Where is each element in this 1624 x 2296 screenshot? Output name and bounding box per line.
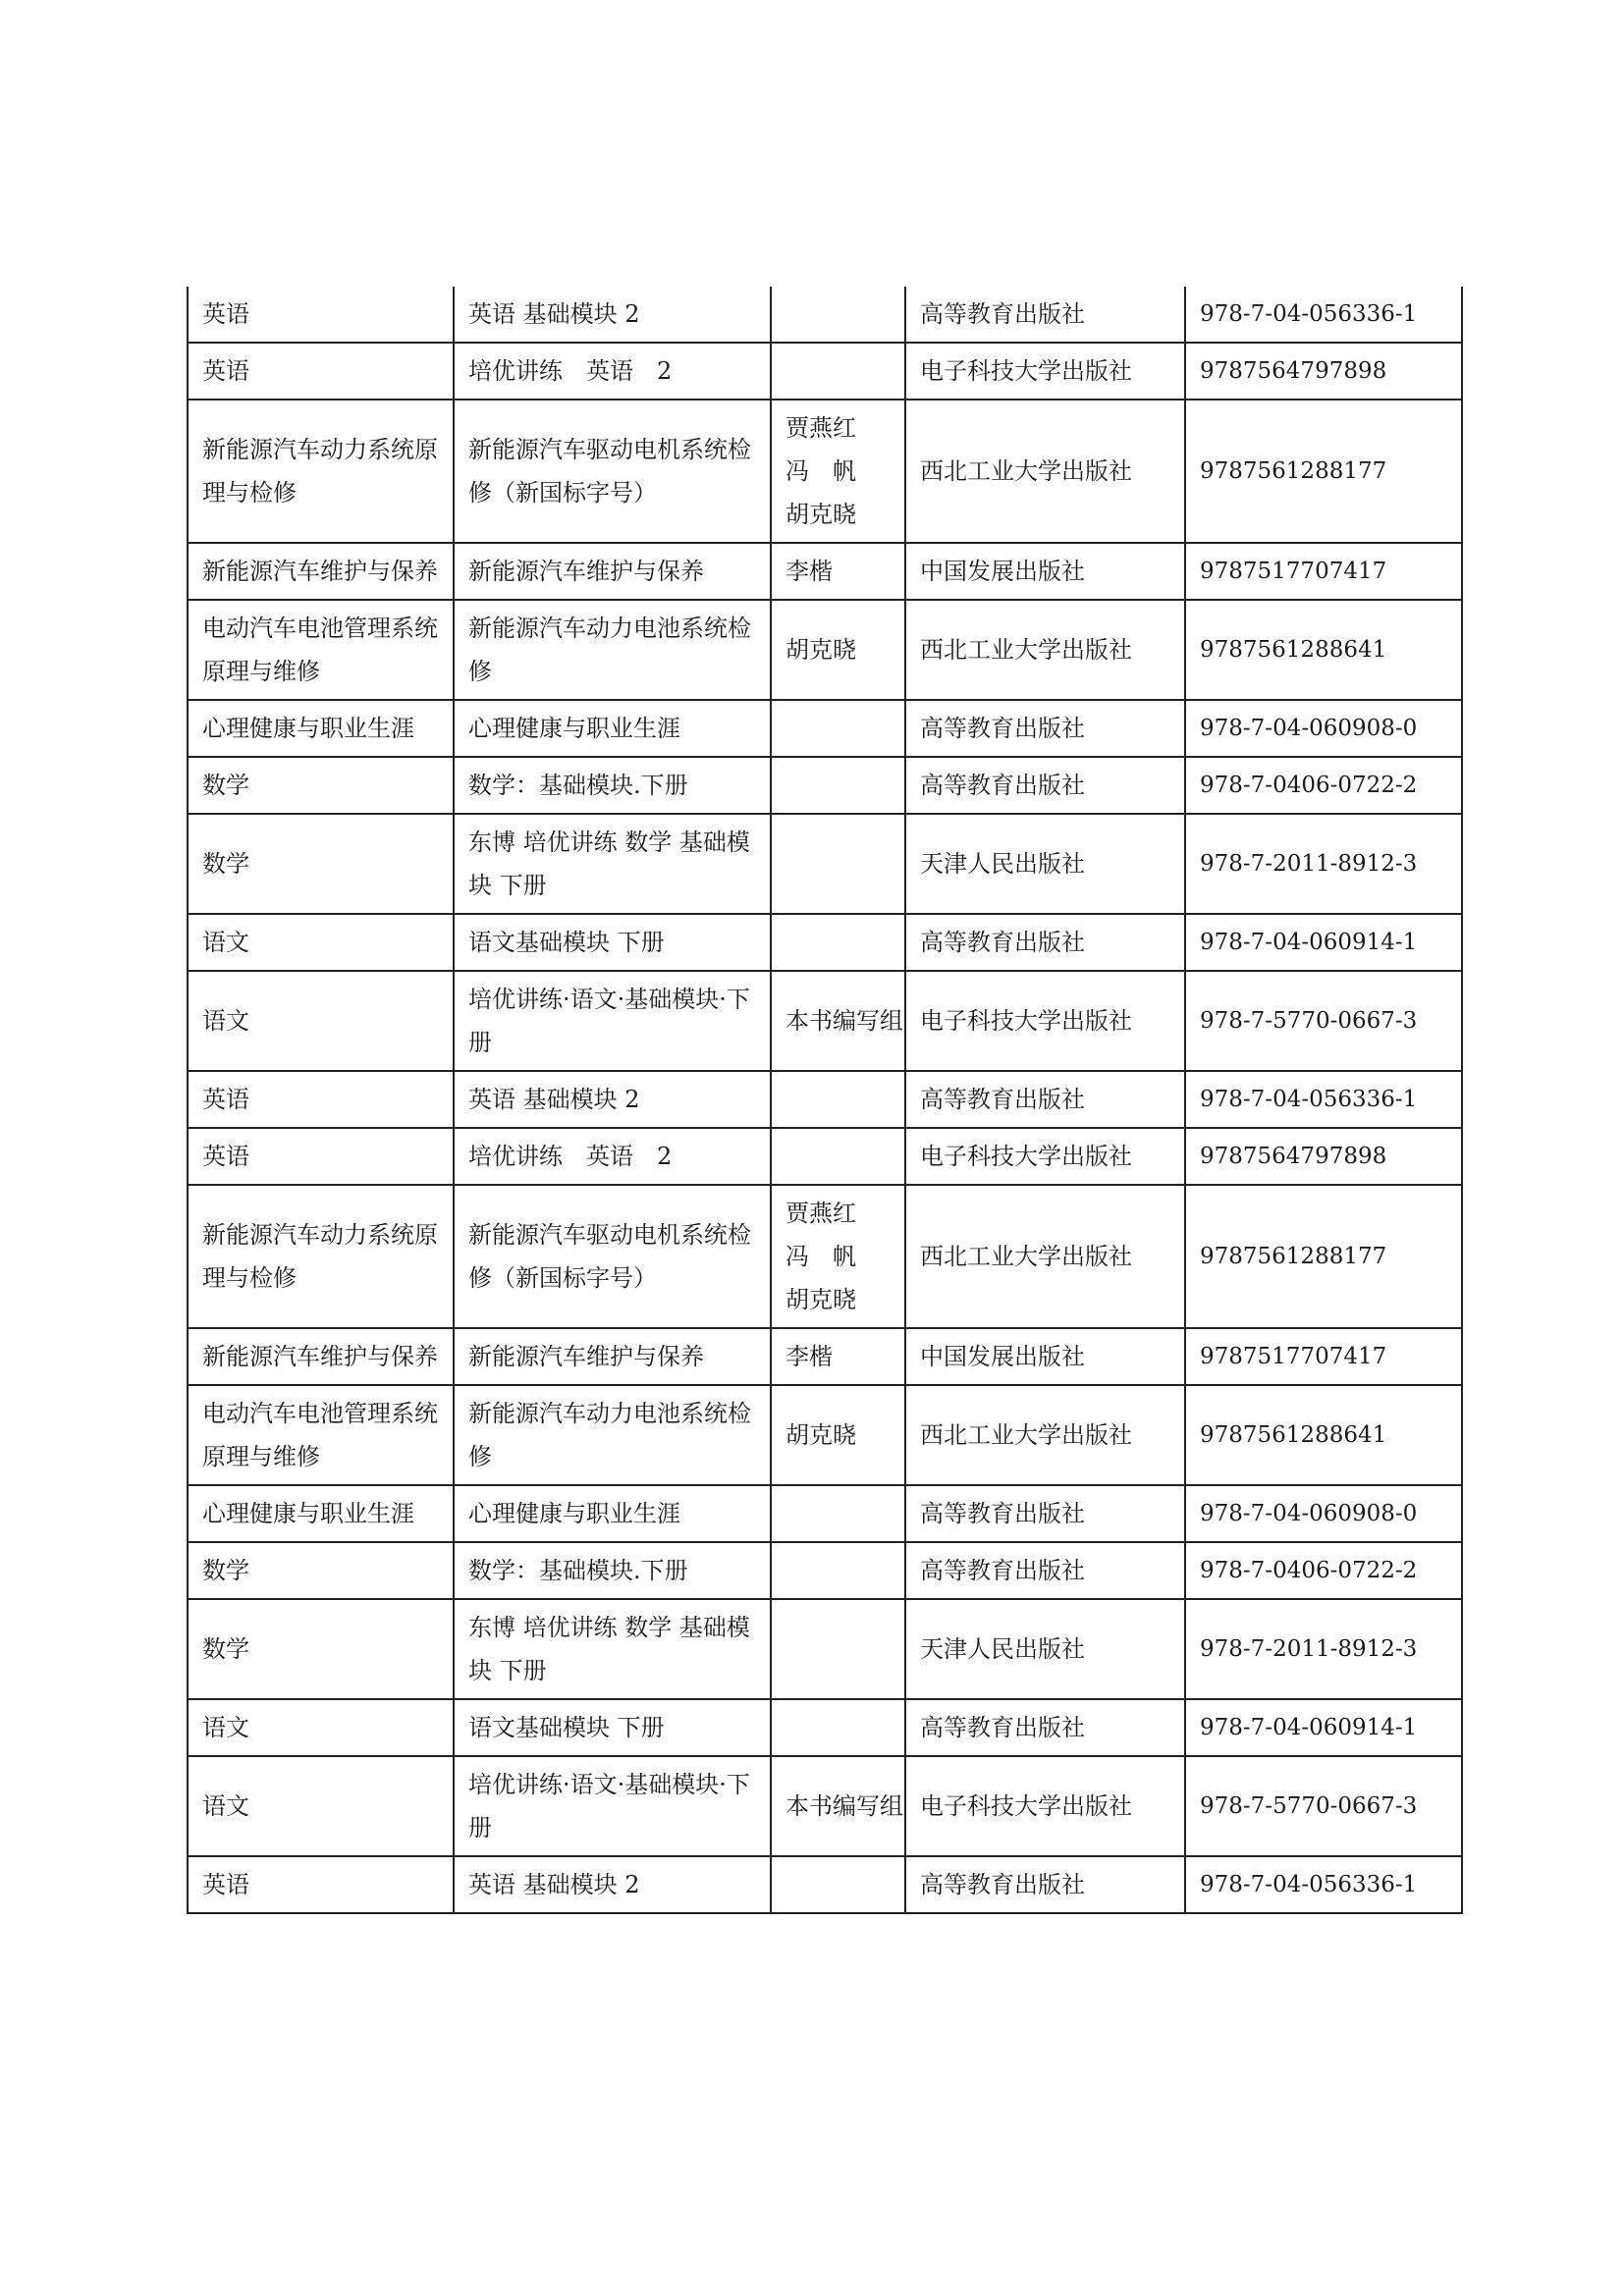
publisher-cell: 高等教育出版社 <box>905 1071 1185 1128</box>
textbook-title-cell: 语文基础模块 下册 <box>454 1699 771 1756</box>
textbook-title-cell: 心理健康与职业生涯 <box>454 700 771 757</box>
table-row <box>188 1128 1462 1185</box>
textbook-title-cell: 数学：基础模块.下册 <box>454 1542 771 1599</box>
textbook-title-cell: 培优讲练 英语 2 <box>454 343 771 400</box>
author-cell <box>771 1699 905 1756</box>
publisher-cell: 电子科技大学出版社 <box>905 971 1185 1071</box>
course-cell: 英语 <box>188 1128 454 1185</box>
course-cell: 语文 <box>188 971 454 1071</box>
publisher-cell: 天津人民出版社 <box>905 1599 1185 1699</box>
author-cell <box>771 1071 905 1128</box>
textbook-title-cell: 新能源汽车动力电池系统检修 <box>454 600 771 700</box>
table-row <box>188 1328 1462 1385</box>
author-cell <box>771 343 905 400</box>
isbn-cell: 9787561288177 <box>1185 1185 1462 1328</box>
author-name: 胡克晓 <box>785 501 856 528</box>
textbook-title-cell: 新能源汽车动力电池系统检修 <box>454 1385 771 1485</box>
publisher-cell: 高等教育出版社 <box>905 757 1185 814</box>
table-row <box>188 1542 1462 1599</box>
author-name: 胡克晓 <box>785 636 856 664</box>
publisher-cell: 中国发展出版社 <box>905 543 1185 600</box>
course-cell: 新能源汽车维护与保养 <box>188 1328 454 1385</box>
course-cell: 新能源汽车维护与保养 <box>188 543 454 600</box>
author-cell <box>771 1756 905 1856</box>
isbn-cell: 978-7-04-056336-1 <box>1185 1071 1462 1128</box>
author-cell <box>771 543 905 600</box>
author-cell <box>771 1328 905 1385</box>
author-name: 胡克晓 <box>785 1421 856 1449</box>
textbook-table-body <box>188 287 1462 1913</box>
course-cell: 数学 <box>188 814 454 914</box>
course-cell: 英语 <box>188 343 454 400</box>
textbook-title-cell: 东博 培优讲练 数学 基础模块 下册 <box>454 814 771 914</box>
course-cell: 电动汽车电池管理系统原理与维修 <box>188 1385 454 1485</box>
author-cell <box>771 1599 905 1699</box>
author-cell <box>771 1185 905 1328</box>
table-row <box>188 914 1462 971</box>
author-cell <box>771 814 905 914</box>
author-name: 胡克晓 <box>785 1286 856 1313</box>
author-cell <box>771 400 905 543</box>
table-row <box>188 600 1462 700</box>
publisher-cell: 高等教育出版社 <box>905 914 1185 971</box>
publisher-cell: 西北工业大学出版社 <box>905 1185 1185 1328</box>
course-cell: 数学 <box>188 757 454 814</box>
isbn-cell: 9787561288177 <box>1185 400 1462 543</box>
publisher-cell: 高等教育出版社 <box>905 1542 1185 1599</box>
author-cell <box>771 287 905 343</box>
table-row <box>188 1856 1462 1913</box>
isbn-cell: 9787564797898 <box>1185 343 1462 400</box>
isbn-cell: 978-7-5770-0667-3 <box>1185 1756 1462 1856</box>
author-cell <box>771 914 905 971</box>
table-row <box>188 1185 1462 1328</box>
textbook-title-cell: 数学：基础模块.下册 <box>454 757 771 814</box>
textbook-title-cell: 培优讲练 英语 2 <box>454 1128 771 1185</box>
textbook-title-cell: 东博 培优讲练 数学 基础模块 下册 <box>454 1599 771 1699</box>
publisher-cell: 电子科技大学出版社 <box>905 343 1185 400</box>
publisher-cell: 高等教育出版社 <box>905 1699 1185 1756</box>
publisher-cell: 高等教育出版社 <box>905 1485 1185 1542</box>
textbook-title-cell: 培优讲练·语文·基础模块·下册 <box>454 971 771 1071</box>
course-cell: 英语 <box>188 287 454 343</box>
isbn-cell: 978-7-2011-8912-3 <box>1185 814 1462 914</box>
table-row <box>188 287 1462 343</box>
isbn-cell: 978-7-04-060914-1 <box>1185 1699 1462 1756</box>
table-row <box>188 814 1462 914</box>
author-cell <box>771 600 905 700</box>
isbn-cell: 9787517707417 <box>1185 1328 1462 1385</box>
isbn-cell: 978-7-04-056336-1 <box>1185 1856 1462 1913</box>
table-row <box>188 1385 1462 1485</box>
author-cell <box>771 1485 905 1542</box>
table-row <box>188 343 1462 400</box>
course-cell: 新能源汽车动力系统原理与检修 <box>188 1185 454 1328</box>
table-row <box>188 1599 1462 1699</box>
isbn-cell: 9787564797898 <box>1185 1128 1462 1185</box>
isbn-cell: 978-7-04-060908-0 <box>1185 1485 1462 1542</box>
publisher-cell: 西北工业大学出版社 <box>905 400 1185 543</box>
author-name: 冯 帆 <box>785 457 856 485</box>
table-row <box>188 543 1462 600</box>
author-name: 本书编写组 <box>785 1007 903 1035</box>
textbook-title-cell: 培优讲练·语文·基础模块·下册 <box>454 1756 771 1856</box>
publisher-cell: 天津人民出版社 <box>905 814 1185 914</box>
course-cell: 电动汽车电池管理系统原理与维修 <box>188 600 454 700</box>
course-cell: 语文 <box>188 914 454 971</box>
publisher-cell: 西北工业大学出版社 <box>905 600 1185 700</box>
isbn-cell: 9787561288641 <box>1185 600 1462 700</box>
author-cell <box>771 971 905 1071</box>
textbook-title-cell: 新能源汽车维护与保养 <box>454 1328 771 1385</box>
author-cell <box>771 1856 905 1913</box>
author-name: 贾燕红 <box>785 1200 856 1227</box>
author-cell <box>771 1128 905 1185</box>
publisher-cell: 高等教育出版社 <box>905 1856 1185 1913</box>
table-row <box>188 400 1462 543</box>
table-row <box>188 1071 1462 1128</box>
course-cell: 英语 <box>188 1071 454 1128</box>
course-cell: 英语 <box>188 1856 454 1913</box>
isbn-cell: 9787561288641 <box>1185 1385 1462 1485</box>
table-row <box>188 971 1462 1071</box>
table-row <box>188 1699 1462 1756</box>
publisher-cell: 高等教育出版社 <box>905 287 1185 343</box>
isbn-cell: 978-7-04-056336-1 <box>1185 287 1462 343</box>
course-cell: 心理健康与职业生涯 <box>188 700 454 757</box>
author-cell <box>771 1542 905 1599</box>
isbn-cell: 978-7-0406-0722-2 <box>1185 1542 1462 1599</box>
isbn-cell: 978-7-2011-8912-3 <box>1185 1599 1462 1699</box>
isbn-cell: 978-7-04-060908-0 <box>1185 700 1462 757</box>
publisher-cell: 电子科技大学出版社 <box>905 1128 1185 1185</box>
table-row <box>188 757 1462 814</box>
author-cell <box>771 757 905 814</box>
textbook-title-cell: 英语 基础模块 2 <box>454 1071 771 1128</box>
publisher-cell: 中国发展出版社 <box>905 1328 1185 1385</box>
table-row <box>188 700 1462 757</box>
isbn-cell: 978-7-04-060914-1 <box>1185 914 1462 971</box>
textbook-title-cell: 新能源汽车驱动电机系统检修（新国标字号） <box>454 400 771 543</box>
textbook-title-cell: 语文基础模块 下册 <box>454 914 771 971</box>
publisher-cell: 西北工业大学出版社 <box>905 1385 1185 1485</box>
author-cell <box>771 1385 905 1485</box>
textbook-title-cell: 心理健康与职业生涯 <box>454 1485 771 1542</box>
course-cell: 心理健康与职业生涯 <box>188 1485 454 1542</box>
course-cell: 新能源汽车动力系统原理与检修 <box>188 400 454 543</box>
course-cell: 数学 <box>188 1542 454 1599</box>
course-cell: 语文 <box>188 1756 454 1856</box>
author-name: 冯 帆 <box>785 1243 856 1270</box>
isbn-cell: 978-7-0406-0722-2 <box>1185 757 1462 814</box>
author-name: 李楷 <box>785 558 833 585</box>
publisher-cell: 电子科技大学出版社 <box>905 1756 1185 1856</box>
author-name: 贾燕红 <box>785 414 856 442</box>
author-cell <box>771 700 905 757</box>
course-cell: 语文 <box>188 1699 454 1756</box>
table-row <box>188 1485 1462 1542</box>
isbn-cell: 9787517707417 <box>1185 543 1462 600</box>
isbn-cell: 978-7-5770-0667-3 <box>1185 971 1462 1071</box>
author-name: 李楷 <box>785 1343 833 1370</box>
course-cell: 数学 <box>188 1599 454 1699</box>
table-row <box>188 1756 1462 1856</box>
textbook-title-cell: 英语 基础模块 2 <box>454 287 771 343</box>
textbook-title-cell: 新能源汽车维护与保养 <box>454 543 771 600</box>
textbook-title-cell: 英语 基础模块 2 <box>454 1856 771 1913</box>
textbook-table <box>187 287 1463 1914</box>
author-name: 本书编写组 <box>785 1792 903 1820</box>
textbook-title-cell: 新能源汽车驱动电机系统检修（新国标字号） <box>454 1185 771 1328</box>
publisher-cell: 高等教育出版社 <box>905 700 1185 757</box>
